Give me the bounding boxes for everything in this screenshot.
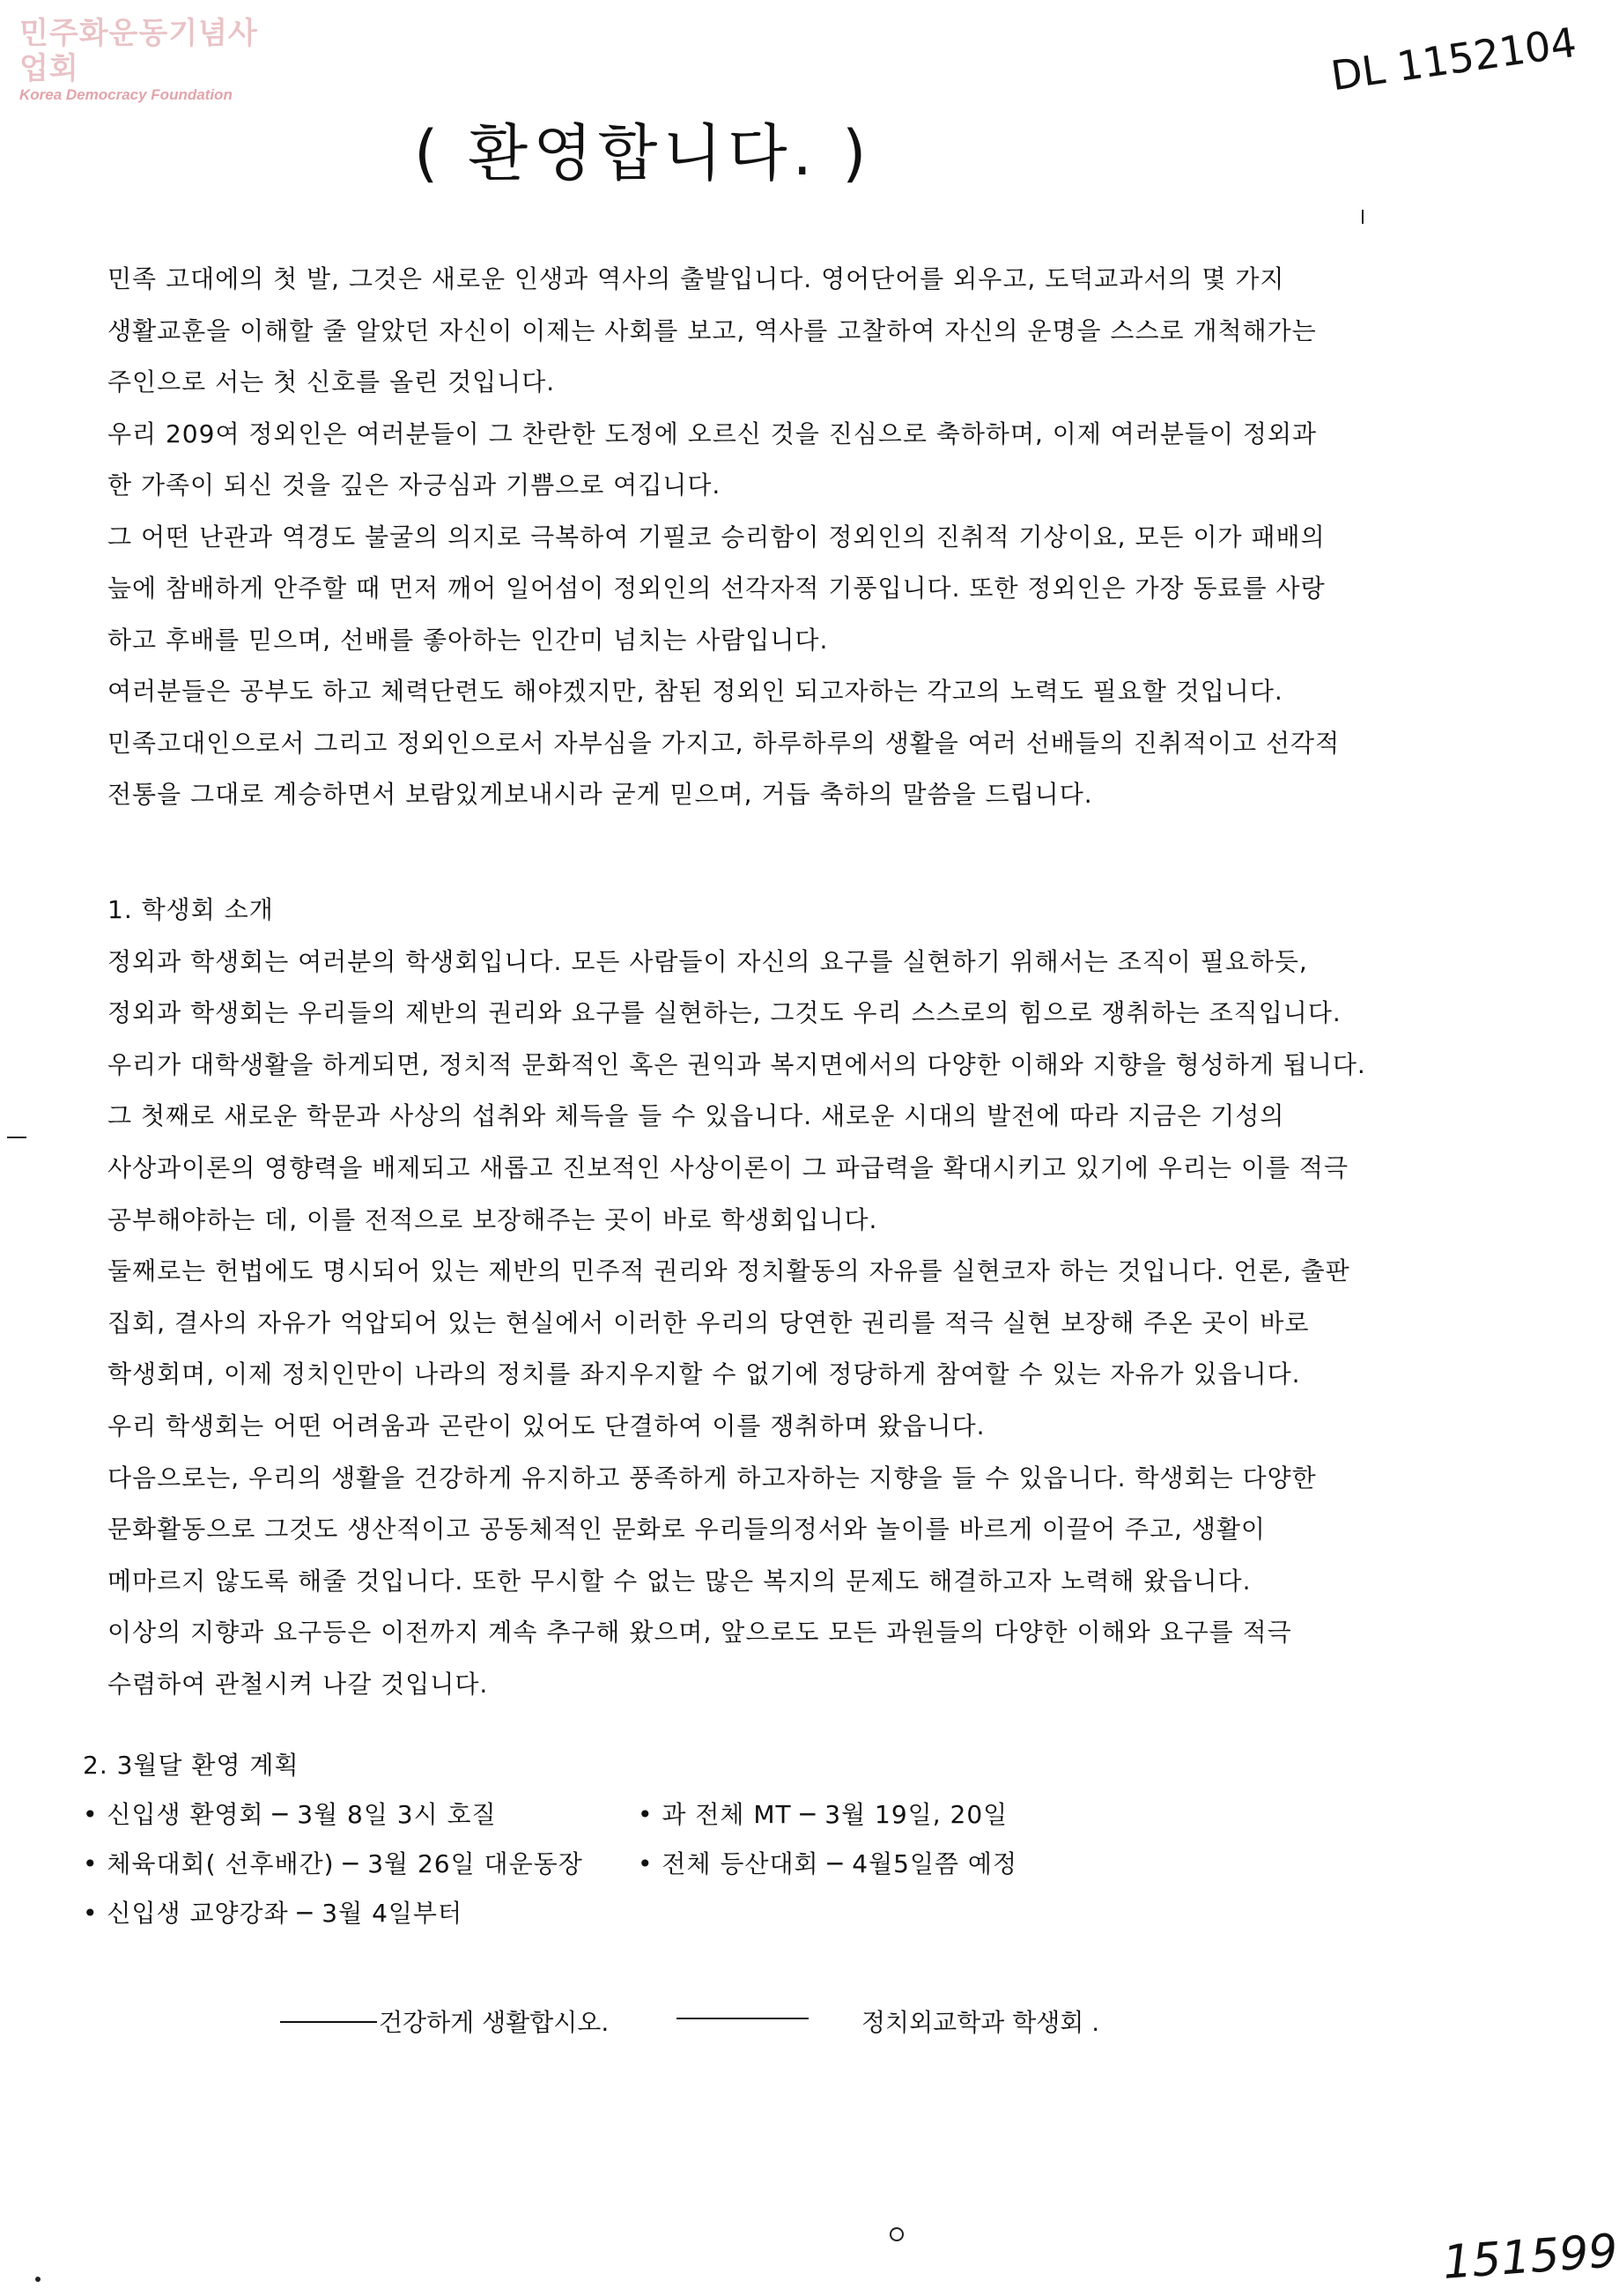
closing-rule-left <box>280 2021 377 2023</box>
section-line: 사상과이론의 영향력을 배제되고 새롭고 진보적인 사상이론이 그 파급력을 확대시키고 있기에 우리는 이를 적극 <box>107 1152 1349 1182</box>
section-line: 우리가 대학생활을 하게되면, 정치적 문화적인 혹은 권익과 복지면에서의 다양한 이해와 지향을 형성하게 됩니다. <box>107 1049 1366 1079</box>
scan-artifact <box>35 2277 41 2282</box>
plan-row <box>83 1790 1492 1840</box>
closing-text: 건강하게 생활합시오. <box>379 2008 610 2037</box>
section-line: 수렴하여 관철시켜 나갈 것입니다. <box>107 1669 489 1699</box>
scan-artifact <box>1362 210 1364 224</box>
section-welcome-plan <box>83 1741 1492 1938</box>
watermark-english-text: Korea Democracy Foundation <box>19 86 233 103</box>
section-heading: 2. 3월달 환영 계획 <box>83 1751 299 1780</box>
plan-item: • 신입생 환영회 ─ 3월 8일 3시 호질 <box>83 1800 497 1829</box>
scan-artifact <box>7 1137 26 1138</box>
intro-line: 우리 209여 정외인은 여러분들이 그 찬란한 도정에 오르신 것을 진심으로 축하하며, 이제 여러분들이 정외과 <box>107 418 1318 448</box>
plan-list <box>83 1790 1492 1938</box>
plan-item: • 전체 등산대회 ─ 4월5일쯤 예정 <box>638 1849 1018 1878</box>
intro-line: 민족고대인으로서 그리고 정외인으로서 자부심을 가지고, 하루하루의 생활을 여러 선배들의 진취적이고 선각적 <box>107 728 1341 758</box>
section-line: 집회, 결사의 자유가 억압되어 있는 현실에서 이러한 우리의 당연한 권리를 적극 실현 보장해 주온 곳이 바로 <box>107 1307 1310 1337</box>
section-line: 다음으로는, 우리의 생활을 건강하게 유지하고 풍족하게 하고자하는 지향을 들 수 있읍니다. 학생회는 다양한 <box>107 1463 1317 1492</box>
section-line: 학생회며, 이제 정치인만이 나라의 정치를 좌지우지할 수 없기에 정당하게 참여할 수 있는 자유가 있읍니다. <box>107 1359 1301 1389</box>
intro-line: 늪에 참배하게 안주할 때 먼저 깨어 일어섬이 정외인의 선각자적 기풍입니다. 또한 정외인은 가장 동료를 사랑 <box>107 574 1326 603</box>
intro-line: 민족 고대에의 첫 발, 그것은 새로운 인생과 역사의 출발입니다. 영어단어를 외우고, 도덕교과서의 몇 가지 <box>107 264 1285 293</box>
plan-item: • 신입생 교양강좌 ─ 3월 4일부터 <box>83 1899 463 1928</box>
section-heading: 1. 학생회 소개 <box>107 895 274 924</box>
section-body <box>107 937 1517 1711</box>
plan-item: • 체육대회( 선후배간) ─ 3월 26일 대운동장 <box>83 1849 583 1878</box>
section-line: 메마르지 않도록 해줄 것입니다. 또한 무시할 수 없는 많은 복지의 문제도 해결하고자 노력해 왔읍니다. <box>107 1566 1252 1596</box>
section-line: 우리 학생회는 어떤 어려움과 곤란이 있어도 단결하여 이를 쟁취하며 왔읍니다. <box>107 1411 986 1441</box>
plan-row <box>83 1840 1492 1889</box>
section-line: 정외과 학생회는 우리들의 제반의 권리와 요구를 실현하는, 그것도 우리 스스로의 힘으로 쟁취하는 조직입니다. <box>107 998 1342 1028</box>
signature-student-council: 정치외교학과 학생회 . <box>861 2008 1100 2037</box>
section-line: 그 첫째로 새로운 학문과 사상의 섭취와 체득을 들 수 있읍니다. 새로운 시대의 발전에 따라 지금은 기성의 <box>107 1101 1285 1131</box>
section-student-council-intro <box>107 885 1517 1711</box>
intro-line: 한 가족이 되신 것을 깊은 자긍심과 기쁨으로 여깁니다. <box>107 470 721 500</box>
intro-paragraphs <box>107 254 1508 821</box>
section-line: 문화활동으로 그것도 생산적이고 공동체적인 문화로 우리들의정서와 놀이를 바르게 이끌어 주고, 생활이 <box>107 1515 1266 1544</box>
section-line: 둘째로는 헌법에도 명시되어 있는 제반의 민주적 권리와 정치활동의 자유를 실현코자 하는 것입니다. 언론, 출판 <box>107 1256 1350 1286</box>
plan-row <box>83 1889 1492 1938</box>
foundation-watermark-logo <box>19 16 284 104</box>
page-number-stamp: 151599 <box>1441 2225 1619 2290</box>
page-title: ( 환영합니다. ) <box>414 117 872 189</box>
section-line: 이상의 지향과 요구등은 이전까지 계속 추구해 왔으며, 앞으로도 모든 과원들의 다양한 이해와 요구를 적극 <box>107 1618 1292 1648</box>
closing-rule-right <box>676 2018 809 2019</box>
intro-line: 그 어떤 난관과 역경도 불굴의 의지로 극복하여 기필코 승리함이 정외인의 진취적 기상이요, 모든 이가 패배의 <box>107 522 1326 552</box>
intro-line: 전통을 그대로 계승하면서 보람있게보내시라 굳게 믿으며, 거듭 축하의 말씀을 드립니다. <box>107 780 1093 809</box>
intro-line: 생활교훈을 이해할 줄 알았던 자신이 이제는 사회를 보고, 역사를 고찰하여 자신의 운명을 스스로 개척해가는 <box>107 315 1317 345</box>
intro-line: 주인으로 서는 첫 신호를 올린 것입니다. <box>107 367 556 396</box>
document-id-handwritten: DL 1152104 <box>1327 18 1579 100</box>
section-line: 정외과 학생회는 여러분의 학생회입니다. 모든 사람들이 자신의 요구를 실현하기 위해서는 조직이 필요하듯, <box>107 946 1308 976</box>
watermark-korean-text: 민주화운동기념사업회 <box>19 16 258 86</box>
intro-line: 여러분들은 공부도 하고 체력단련도 해야겠지만, 참된 정외인 되고자하는 각고의 노력도 필요할 것입니다. <box>107 677 1283 706</box>
plan-item: • 과 전체 MT ─ 3월 19일, 20일 <box>638 1800 1009 1829</box>
scan-artifact <box>890 2227 904 2241</box>
section-line: 공부해야하는 데, 이를 전적으로 보장해주는 곳이 바로 학생회입니다. <box>107 1204 878 1234</box>
intro-line: 하고 후배를 믿으며, 선배를 좋아하는 인간미 넘치는 사람입니다. <box>107 625 829 655</box>
